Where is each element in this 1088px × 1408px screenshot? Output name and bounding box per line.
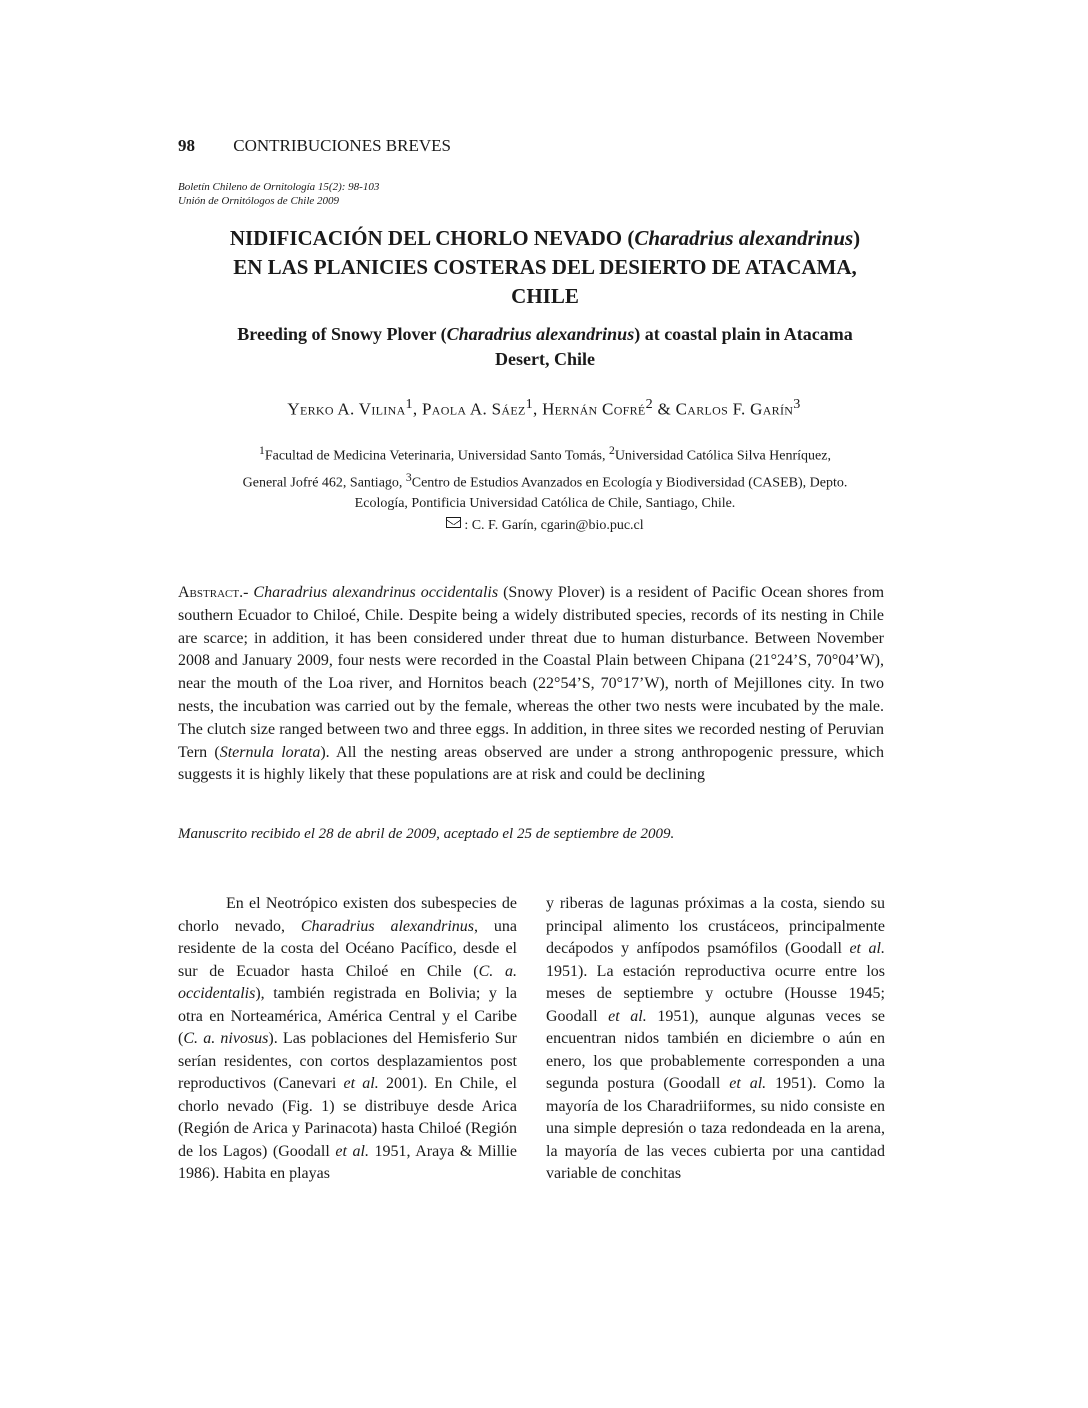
english-title <box>150 322 940 372</box>
abstract-label: Abstract <box>178 584 240 601</box>
abstract-dash: .- <box>239 584 254 601</box>
english-title-text: Breeding of Snowy Plover ( <box>237 324 447 344</box>
author-separator: & <box>652 399 676 419</box>
abstract <box>178 582 884 787</box>
body-text: 1951). Como la mayoría de los Charadriiformes, su nido consiste en una simple depresión o taza redondeada en la arena, la mayoría de las veces cubierta por una cantidad variable de conchitas <box>546 1075 885 1182</box>
affiliation-line-2 <box>150 467 940 494</box>
body-text: 2001). En Chile, el chorlo nevado (Fig. 1) se distribuye desde Arica (Región de Arica y Parinacota) hasta Chiloé (Región de los Lagos) (Goodall <box>178 1075 518 1160</box>
body-text: y riberas de lagunas próximas a la costa, siendo su principal alimento los crustáceos, principalmente decápodos y anfípodos psamófilos (Goodall <box>546 895 885 957</box>
body-text: 1951, Araya & Millie 1986). Habita en playas <box>178 1142 518 1182</box>
title-line-1 <box>150 224 940 253</box>
article-title <box>150 224 940 311</box>
manuscript-dates: Manuscrito recibido el 28 de abril de 2009, aceptado el 25 de septiembre de 2009. <box>178 826 675 842</box>
body-italic: Charadrius alexandrinus <box>300 917 475 935</box>
body-text: 1951), aunque algunas veces se encuentran nidos también en diciembre o aún en enero, los que probablemente corresponden a una segunda postura (Goodall <box>546 1007 886 1092</box>
body-text: , una residente de la costa del Océano Pacífico, desde el sur de Ecuador hasta Chiloé en Chile ( <box>178 917 517 980</box>
title-line-3: CHILE <box>511 284 579 308</box>
title-text: NIDIFICACIÓN DEL CHORLO NEVADO ( <box>229 226 635 250</box>
author-name: Carlos F. Garín <box>675 399 794 419</box>
author-affiliation-mark: 3 <box>793 396 801 412</box>
affiliation-text: General Jofré 462, Santiago, <box>242 475 406 491</box>
body-italic: C. a. nivosus <box>183 1030 269 1047</box>
body-column-right <box>546 893 885 1186</box>
page-number: 98 <box>178 136 195 155</box>
english-title-line-2: Desert, Chile <box>495 349 595 369</box>
author-name: Hernán Cofré <box>542 399 646 419</box>
english-title-line-1 <box>150 322 940 347</box>
section-name: CONTRIBUCIONES BREVES <box>233 136 451 155</box>
affiliation-line-1 <box>150 440 940 467</box>
title-line-2: EN LAS PLANICIES COSTERAS DEL DESIERTO DE ATACAMA, <box>233 255 857 279</box>
journal-citation <box>178 180 379 208</box>
abstract-text-2: ). All the nesting areas observed are under a strong anthropogenic pressure, which suggests it is highly likely that these populations are at risk and could be declining <box>178 743 884 784</box>
english-title-text: ) at coastal plain in Atacama <box>634 324 853 344</box>
author-separator: , <box>532 399 543 419</box>
body-italic: et al. <box>335 1142 369 1160</box>
author-affiliation-mark: 1 <box>405 396 413 412</box>
affiliation-text: Centro de Estudios Avanzados en Ecología y Biodiversidad (CASEB), Depto. <box>411 475 848 491</box>
body-italic: et al. <box>849 940 885 957</box>
affiliations <box>150 440 940 514</box>
affiliation-text: Universidad Católica Silva Henríquez, <box>614 448 831 464</box>
body-italic: et al. <box>729 1075 767 1092</box>
affiliation-text: Facultad de Medicina Veterinaria, Universidad Santo Tomás, <box>264 448 609 464</box>
author-name: Yerko A. Vilina <box>287 399 406 419</box>
affiliation-mark: 1 <box>259 444 265 457</box>
author-affiliation-mark: 1 <box>525 396 533 412</box>
body-text: ), también registrada en Bolivia; y la otra en Norteamérica, América Central y el Caribe ( <box>178 985 517 1047</box>
author-list <box>100 396 988 420</box>
abstract-species-2: Sternula lorata <box>219 743 321 761</box>
body-italic: et al. <box>343 1075 379 1092</box>
citation-line-2: Unión de Ornitólogos de Chile 2009 <box>178 195 340 207</box>
body-column-left <box>178 893 517 1186</box>
affiliation-mark: 3 <box>405 470 412 484</box>
body-italic: C. a. occidentalis <box>178 962 518 1002</box>
affiliation-mark: 2 <box>608 444 615 457</box>
citation-line-1: Boletín Chileno de Ornitología 15(2): 98-103 <box>178 181 380 193</box>
author-separator: , <box>412 399 423 419</box>
contact-email: : C. F. Garín, cgarin@bio.puc.cl <box>464 518 644 533</box>
corresponding-contact <box>150 517 940 534</box>
body-italic: et al. <box>608 1007 647 1025</box>
envelope-icon <box>446 517 461 528</box>
body-text: En el Neotrópico existen dos subespecies de chorlo nevado, <box>178 895 517 935</box>
english-title-species: Charadrius alexandrinus <box>446 324 635 344</box>
author-affiliation-mark: 2 <box>645 396 653 412</box>
title-species: Charadrius alexandrinus <box>634 226 854 250</box>
running-header <box>178 136 451 156</box>
body-text: ). Las poblaciones del Hemisferio Sur serían residentes, con cortos desplazamientos post reproductivos (Canevari <box>178 1030 518 1092</box>
abstract-species: Charadrius alexandrinus occidentalis <box>253 584 499 601</box>
author-name: Paola A. Sáez <box>422 399 526 419</box>
abstract-text: (Snowy Plover) is a resident of Pacific Ocean shores from southern Ecuador to Chiloé, Chile. Despite being a widely distributed species, records of its nesting in Chile are scarce; in addition, it has been considered under threat due to human disturbance. Between November 2008 and January 2009, four nests were recorded in the Coastal Plain between Chipana (21°24’S, 70°04’W), near the mouth of the Loa river, and Hornitos beach (22°54’S, 70°17’W), north of Mejillones city. In two nests, the incubation was carried out by the female, whereas the other two nests were incubated by the male. The clutch size ranged between two and three eggs. In addition, in three sites we recorded nesting of Peruvian Tern ( <box>178 584 885 761</box>
affiliation-line-3: Ecología, Pontificia Universidad Católica de Chile, Santiago, Chile. <box>354 496 736 512</box>
title-text: ) <box>853 226 861 250</box>
body-text: 1951). La estación reproductiva ocurre entre los meses de septiembre y octubre (Housse 1945; Goodall <box>546 962 885 1025</box>
